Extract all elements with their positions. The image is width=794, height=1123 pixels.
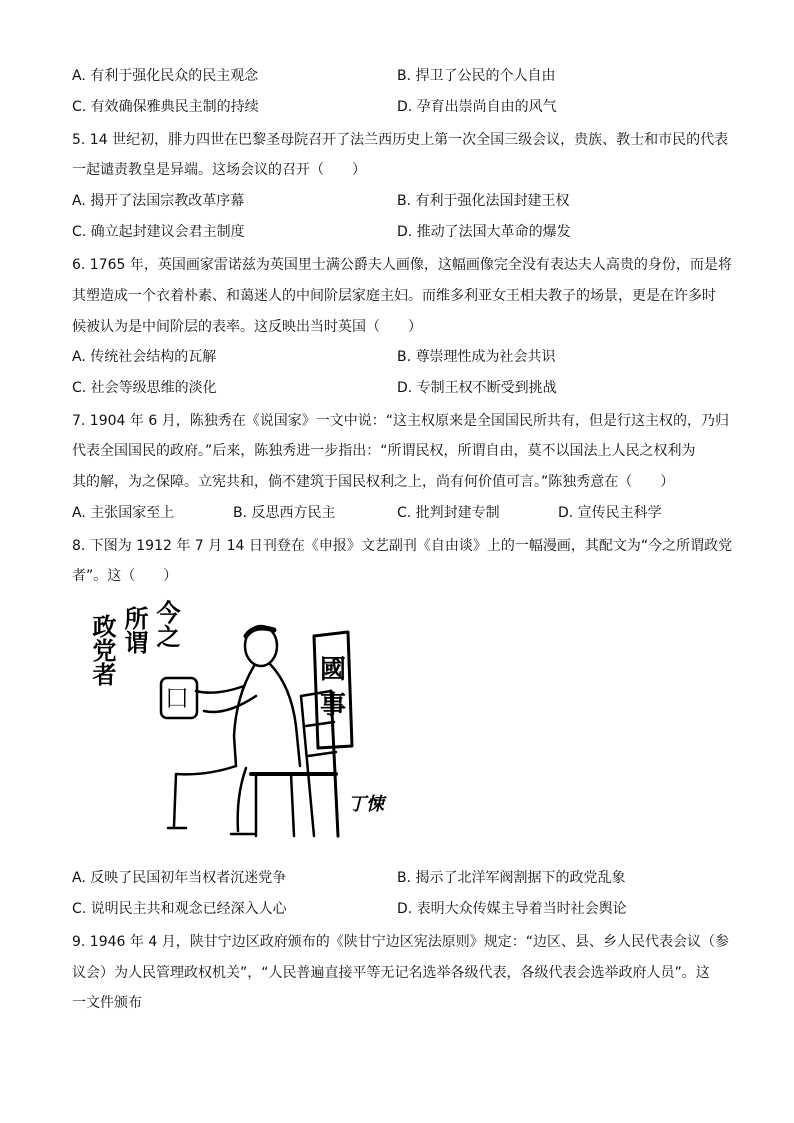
q6-stem-line3: 候被认为是中间阶层的表率。这反映出当时英国（ ） [72,319,422,335]
q9-stem-line3: 一文件颁布 [72,995,142,1011]
q4-option-c[interactable]: C. 有效确保雅典民主制的持续 [72,99,259,115]
q7-stem-line1: 7. 1904 年 6 月，陈独秀在《说国家》一文中说：“这主权原来是全国国民所共有，但是行这主权的，乃归 [72,413,729,429]
q7-option-c[interactable]: C. 批判封建专制 [397,505,500,521]
q7-option-a[interactable]: A. 主张国家至上 [72,505,175,521]
q8-option-a[interactable]: A. 反映了民国初年当权者沉迷党争 [72,870,287,886]
q7-stem-line3: 其的解，为之保障。立宪共和，倘不建筑于国民权利之上，尚有何价值可言。”陈独秀意在（ ） [72,474,675,490]
q6-option-d[interactable]: D. 专制王权不断受到挑战 [397,380,557,396]
cartoon-caption-col3: 政党者 [88,614,117,686]
cartoon-caption-col1: 今之 [152,600,181,648]
q9-stem-line1: 9. 1946 年 4 月，陕甘宁边区政府颁布的《陕甘宁边区宪法原则》规定：“边区、县、乡人民代表会议（参 [72,934,729,950]
q5-option-d[interactable]: D. 推动了法国大革命的爆发 [397,224,571,240]
q8-option-b[interactable]: B. 揭示了北洋军阀割据下的政党乱象 [397,870,626,886]
q4-option-a[interactable]: A. 有利于强化民众的民主观念 [72,68,259,84]
q8-stem-line1: 8. 下图为 1912 年 7 月 14 日刊登在《申报》文艺副刊《自由谈》上的一幅漫画，其配文为“今之所谓政党 [72,538,733,554]
q5-option-c[interactable]: C. 确立起封建议会君主制度 [72,224,245,240]
svg-text:丁悚: 丁悚 [348,794,384,815]
q5-stem-line1: 5. 14 世纪初，腓力四世在巴黎圣母院召开了法兰西历史上第一次全国三级会议，贵族、教士和市民的代表 [72,132,729,148]
q6-option-c[interactable]: C. 社会等级思维的淡化 [72,380,217,396]
q8-stem-line2: 者”。这（ ） [72,568,178,584]
q6-option-a[interactable]: A. 传统社会结构的瓦解 [72,349,217,365]
q8-option-d[interactable]: D. 表明大众传媒主导着当时社会舆论 [397,901,627,917]
q7-option-b[interactable]: B. 反思西方民主 [233,505,336,521]
q8-option-c[interactable]: C. 说明民主共和观念已经深入人心 [72,901,287,917]
cartoon-caption-col2: 所谓 [120,606,149,654]
q9-stem-line2: 议会）为人民管理政权机关”，“人民普遍直接平等无记名选举各级代表，各级代表会选举政府人员”。这 [72,965,710,981]
q6-stem-line2: 其塑造成一个衣着朴素、和蔼迷人的中间阶层家庭主妇。而维多利亚女王相夫教子的场景，更是在许多时 [72,288,716,304]
svg-text:事: 事 [320,691,347,721]
q7-option-d[interactable]: D. 宣传民主科学 [558,505,662,521]
q6-stem-line1: 6. 1765 年，英国画家雷诺兹为英国里士满公爵夫人画像，这幅画像完全没有表达夫人高贵的身份，而是将 [72,257,732,273]
svg-text:囗: 囗 [166,687,189,712]
q5-option-b[interactable]: B. 有利于强化法国封建王权 [397,193,570,209]
q5-stem-line2: 一起谴责教皇是异端。这场会议的召开（ ） [72,162,366,178]
q4-option-b[interactable]: B. 捍卫了公民的个人自由 [397,68,556,84]
q5-option-a[interactable]: A. 揭开了法国宗教改革序幕 [72,193,245,209]
cartoon-illustration [86,596,396,846]
q6-option-b[interactable]: B. 尊崇理性成为社会共识 [397,349,556,365]
q4-option-d[interactable]: D. 孕育出崇尚自由的风气 [397,99,557,115]
svg-text:國: 國 [320,655,347,685]
cartoon-drawing [86,596,396,846]
q7-stem-line2: 代表全国国民的政府。”后来，陈独秀进一步指出：“所谓民权，所谓自由，莫不以国法上人民之权利为 [72,443,696,459]
